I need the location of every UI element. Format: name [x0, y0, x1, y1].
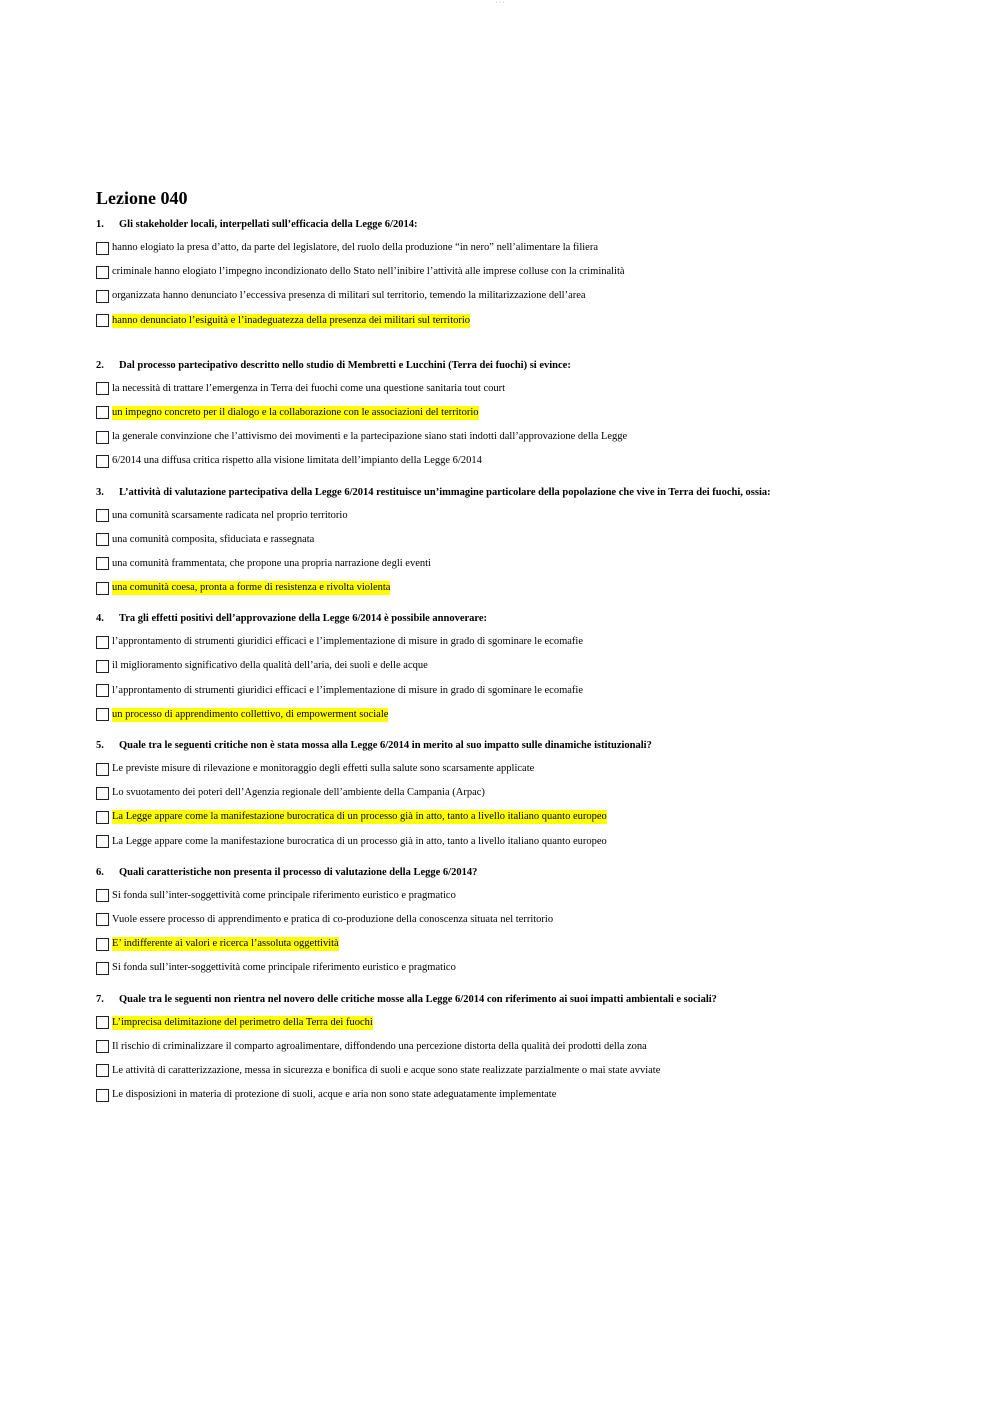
answer-option-text-highlighted: una comunità coesa, pronta a forme di resistenza e rivolta violenta — [112, 582, 391, 594]
checkbox[interactable] — [96, 1064, 109, 1077]
checkbox[interactable] — [96, 582, 109, 595]
answer-option-text: la generale convinzione che l’attivismo dei movimenti e la partecipazione siano stati indotti dall’approvazione della Legge — [112, 431, 628, 443]
answer-option-text: 6/2014 una diffusa critica rispetto alla visione limitata dell’impianto della Legge 6/2014 — [112, 455, 482, 467]
question-number: 7. — [96, 993, 104, 1005]
answer-option-text: una comunità scarsamente radicata nel proprio territorio — [112, 509, 348, 521]
checkbox[interactable] — [96, 266, 109, 279]
question-1 — [96, 218, 976, 329]
checkbox[interactable] — [96, 1040, 109, 1053]
answer-option-text: il miglioramento significativo della qualità dell’aria, dei suoli e delle acque — [112, 660, 428, 672]
checkbox[interactable] — [96, 938, 109, 951]
answer-option[interactable] — [96, 634, 976, 650]
answer-option[interactable] — [96, 508, 976, 524]
spacer — [96, 731, 976, 739]
answer-option-text: hanno elogiato la presa d’atto, da parte del legislatore, del ruolo della produzione “in nero” nell’alimentare la filiera — [112, 242, 599, 253]
question-text: Quali caratteristiche non presenta il processo di valutazione della Legge 6/2014? — [119, 866, 478, 878]
checkbox[interactable] — [96, 636, 109, 649]
question-title — [96, 218, 976, 232]
answer-option[interactable] — [96, 707, 976, 723]
answer-option-text: Si fonda sull’inter-soggettività come principale riferimento euristico e pragmatico — [112, 889, 456, 901]
checkbox[interactable] — [96, 1089, 109, 1102]
answer-option[interactable] — [96, 556, 976, 572]
checkbox[interactable] — [96, 533, 109, 546]
answer-option[interactable] — [96, 405, 976, 421]
spacer — [96, 1111, 976, 1119]
question-5 — [96, 739, 976, 850]
question-text: Quale tra le seguenti critiche non è stata mossa alla Legge 6/2014 in merito al suo impatto sulle dinamiche istituzionali? — [119, 740, 652, 751]
question-title — [96, 993, 976, 1007]
answer-option-text: Le disposizioni in materia di protezione di suoli, acque e aria non sono state adeguatamente implementate — [112, 1089, 557, 1101]
checkbox[interactable] — [96, 962, 109, 975]
answer-option[interactable] — [96, 834, 976, 850]
answer-option[interactable] — [96, 1039, 976, 1055]
answer-option[interactable] — [96, 785, 976, 801]
answer-option[interactable] — [96, 264, 976, 280]
checkbox[interactable] — [96, 382, 109, 395]
answer-option-text: Il rischio di criminalizzare il comparto agroalimentare, diffondendo una percezione distorta della qualità dei prodotti della zona — [112, 1040, 647, 1052]
answer-option-text: Le attività di caratterizzazione, messa in sicurezza e bonifica di suoli e acque sono state realizzate parzialmente o mai state avviate — [112, 1064, 661, 1076]
spacer — [96, 337, 976, 359]
spacer — [96, 604, 976, 612]
answer-option-text: La Legge appare come la manifestazione burocratica di un processo già in atto, tanto a livello italiano quanto europeo — [112, 835, 607, 847]
answer-option[interactable] — [96, 683, 976, 699]
question-title — [96, 866, 976, 880]
question-list — [96, 218, 976, 1119]
checkbox[interactable] — [96, 290, 109, 303]
answer-option[interactable] — [96, 381, 976, 397]
question-text: Quale tra le seguenti non rientra nel novero delle critiche mosse alla Legge 6/2014 con riferimento ai suoi impatti ambientali e sociali? — [119, 993, 717, 1005]
document-content — [96, 186, 976, 1119]
answer-option-text: Si fonda sull’inter-soggettività come principale riferimento euristico e pragmatico — [112, 962, 456, 974]
question-4 — [96, 612, 976, 723]
question-number: 5. — [96, 740, 104, 751]
checkbox[interactable] — [96, 314, 109, 327]
answer-option-text-highlighted: un processo di apprendimento collettivo, di empowerment sociale — [112, 708, 389, 720]
question-2 — [96, 359, 976, 470]
checkbox[interactable] — [96, 660, 109, 673]
checkbox[interactable] — [96, 889, 109, 902]
page-header-mark: · · · — [495, 0, 505, 6]
checkbox[interactable] — [96, 509, 109, 522]
checkbox[interactable] — [96, 684, 109, 697]
spacer — [96, 478, 976, 486]
checkbox[interactable] — [96, 708, 109, 721]
answer-option[interactable] — [96, 429, 976, 445]
answer-option-text-highlighted: hanno denunciato l’esiguità e l’inadeguatezza della presenza dei militari sul territorio — [112, 314, 471, 326]
question-number: 3. — [96, 486, 104, 498]
checkbox[interactable] — [96, 913, 109, 926]
question-number: 2. — [96, 359, 104, 371]
question-text: Dal processo partecipativo descritto nello studio di Membretti e Lucchini (Terra dei fuochi) si evince: — [119, 359, 571, 371]
answer-option[interactable] — [96, 453, 976, 469]
question-number: 4. — [96, 613, 104, 625]
answer-option[interactable] — [96, 532, 976, 548]
checkbox[interactable] — [96, 242, 109, 255]
question-3 — [96, 486, 976, 597]
checkbox[interactable] — [96, 1016, 109, 1029]
answer-option-text: organizzata hanno denunciato l’eccessiva presenza di militari sul territorio, temendo la militarizzazione dell’area — [112, 290, 586, 302]
answer-option[interactable] — [96, 288, 976, 304]
answer-option-text-highlighted: L’imprecisa delimitazione del perimetro della Terra dei fuochi — [112, 1016, 373, 1028]
answer-option-text: Lo svuotamento dei poteri dell’Agenzia regionale dell’ambiente della Campania (Arpac) — [112, 787, 485, 799]
page-title: Lezione 040 — [96, 188, 188, 208]
answer-option-text-highlighted: La Legge appare come la manifestazione burocratica di un processo già in atto, tanto a livello italiano quanto europeo — [112, 811, 607, 823]
question-6 — [96, 866, 976, 977]
answer-option[interactable] — [96, 580, 976, 596]
question-text: Tra gli effetti positivi dell’approvazione della Legge 6/2014 è possibile annoverare: — [119, 613, 488, 625]
answer-option[interactable] — [96, 809, 976, 825]
question-7 — [96, 993, 976, 1104]
answer-option[interactable] — [96, 761, 976, 777]
question-title — [96, 739, 976, 753]
answer-option-text: la necessità di trattare l’emergenza in Terra dei fuochi come una questione sanitaria tout court — [112, 382, 506, 394]
question-text: Gli stakeholder locali, interpellati sull’efficacia della Legge 6/2014: — [119, 219, 418, 230]
answer-option-text: una comunità composita, sfiduciata e rassegnata — [112, 533, 315, 545]
checkbox[interactable] — [96, 406, 109, 419]
question-title — [96, 486, 976, 500]
checkbox[interactable] — [96, 455, 109, 468]
answer-option-text: una comunità frammentata, che propone una propria narrazione degli eventi — [112, 557, 431, 569]
answer-option[interactable] — [96, 1087, 976, 1103]
answer-option-text: l’approntamento di strumenti giuridici efficaci e l’implementazione di misure in grado di sgominare le ecomafie — [112, 636, 583, 648]
answer-option[interactable] — [96, 888, 976, 904]
answer-option[interactable] — [96, 912, 976, 928]
answer-option[interactable] — [96, 1015, 976, 1031]
answer-option[interactable] — [96, 936, 976, 952]
question-number: 6. — [96, 866, 104, 878]
checkbox[interactable] — [96, 763, 109, 776]
spacer — [96, 858, 976, 866]
answer-option-text: criminale hanno elogiato l’impegno incondizionato dello Stato nell’inibire l’attività alle imprese colluse con la criminalità — [112, 266, 625, 278]
answer-option-text: Le previste misure di rilevazione e monitoraggio degli effetti sulla salute sono scarsamente applicate — [112, 763, 535, 774]
answer-option[interactable] — [96, 658, 976, 674]
checkbox[interactable] — [96, 787, 109, 800]
answer-option-text: l’approntamento di strumenti giuridici efficaci e l’implementazione di misure in grado di sgominare le ecomafie — [112, 684, 583, 696]
answer-option[interactable] — [96, 240, 976, 256]
answer-option-text-highlighted: un impegno concreto per il dialogo e la collaborazione con le associazioni del territorio — [112, 406, 479, 418]
question-title — [96, 612, 976, 626]
question-number: 1. — [96, 219, 104, 230]
answer-option[interactable] — [96, 1063, 976, 1079]
spacer — [96, 985, 976, 993]
question-title — [96, 359, 976, 373]
answer-option-text-highlighted: E’ indifferente ai valori e ricerca l’assoluta oggettività — [112, 938, 339, 950]
checkbox[interactable] — [96, 811, 109, 824]
checkbox[interactable] — [96, 557, 109, 570]
question-text: L’attività di valutazione partecipativa della Legge 6/2014 restituisce un’immagine particolare della popolazione che vive in Terra dei fuochi, ossia: — [119, 486, 771, 498]
answer-option[interactable] — [96, 313, 976, 329]
checkbox[interactable] — [96, 835, 109, 848]
answer-option-text: Vuole essere processo di apprendimento e pratica di co-produzione della conoscenza situata nel territorio — [112, 913, 554, 925]
checkbox[interactable] — [96, 431, 109, 444]
answer-option[interactable] — [96, 960, 976, 976]
